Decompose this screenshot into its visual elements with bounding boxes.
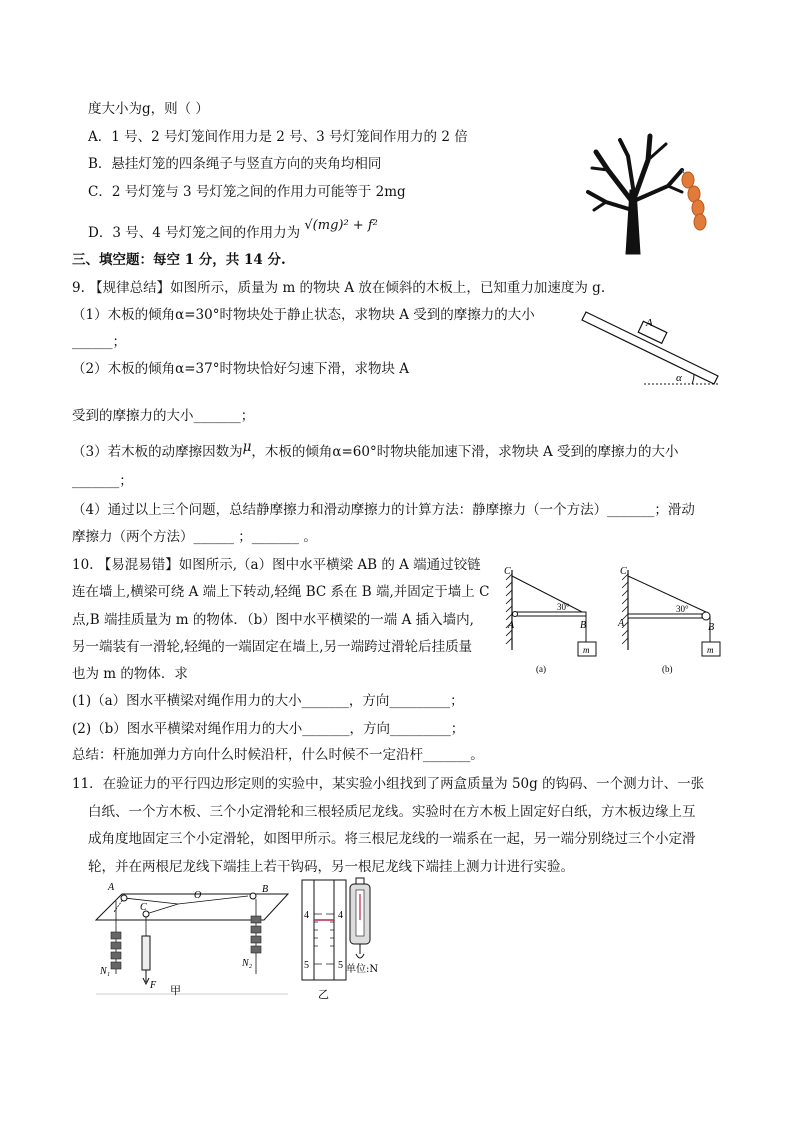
- q9-part4: （4）通过以上三个问题，总结静摩擦力和滑动摩擦力的计算方法：静摩擦力（一个方法）_______；滑动: [72, 502, 695, 518]
- q9-part3: [72, 439, 679, 461]
- q8-option-c: C．2 号灯笼与 3 号灯笼之间的作用力可能等于 2mg: [88, 184, 406, 200]
- q9-part3-text-a: （3）若木板的动摩擦因数为: [72, 444, 243, 460]
- pulley-b-icon: [250, 893, 256, 899]
- q9-intro-text: 9. 【规律总结】如图所示，质量为 m 的物块 A 放在倾斜的木板上，已知重力加速度为 g.: [72, 280, 606, 296]
- caption-jia: 甲: [170, 984, 181, 997]
- lantern-3-icon: [692, 200, 704, 216]
- fig-b-angle: 30°: [676, 604, 689, 614]
- unit-label: 单位:N: [346, 964, 379, 975]
- q10-line2: 连在墙上,横梁可绕 A 端上下转动,轻绳 BC 系在 B 端,并固定于墙上 C: [72, 584, 490, 600]
- experiment-figure: [88, 874, 388, 1002]
- lantern-1-icon: [682, 172, 694, 188]
- tree-lantern-figure: [578, 130, 720, 256]
- q8-option-d-formula: √(mg)² + f²: [304, 218, 378, 233]
- label-f: F: [150, 980, 157, 991]
- tick-4-right: 4: [338, 910, 343, 921]
- tick-4-left: 4: [304, 910, 309, 921]
- q9-part3-text-b: ，木板的倾角α=60°时物块能加速下滑，求物块 A 受到的摩擦力的大小: [251, 444, 679, 460]
- q8-stem-tail: 度大小为g，则（ ）: [88, 101, 209, 117]
- q10-summary: 总结：杆施加弹力方向什么时候沿杆，什么时候不一定沿杆_______。: [72, 747, 484, 763]
- lantern-4-icon: [694, 214, 706, 230]
- q11-line4: 轮，并在两根尼龙线下端挂上若干钩码，另一根尼龙线下端挂上测力计进行实验。: [88, 859, 574, 875]
- block-a-label: A: [646, 317, 653, 329]
- beam-figure-a: [504, 566, 596, 674]
- incline-figure: [578, 306, 724, 388]
- q9-part2: （2）木板的倾角α=37°时物块恰好匀速下滑，求物块 A: [72, 361, 409, 377]
- fig-b-point-b: B: [708, 622, 715, 633]
- label-n2: N₂: [242, 958, 253, 969]
- section-title: 三、填空题：每空 1 分，共 14 分.: [72, 252, 286, 268]
- tick-5-right: 5: [338, 960, 343, 971]
- fig-a-point-b: B: [580, 620, 587, 631]
- q8-option-d: [88, 218, 378, 243]
- q9-part1: （1）木板的倾角α=30°时物块处于静止状态，求物块 A 受到的摩擦力的大小: [72, 307, 535, 323]
- q8-option-a: A．1 号、2 号灯笼间作用力是 2 号、3 号灯笼间作用力的 2 倍: [88, 129, 468, 145]
- fig-b-point-a: A: [618, 618, 625, 629]
- label-c: C: [140, 902, 147, 913]
- fig-b-point-c: C: [620, 566, 627, 577]
- q9-mu-symbol: μ: [242, 439, 252, 455]
- tick-5-left: 5: [304, 960, 309, 971]
- q8-option-b: B．悬挂灯笼的四条绳子与竖直方向的夹角均相同: [88, 156, 382, 172]
- label-a: A: [108, 882, 115, 893]
- caption-yi: 乙: [318, 988, 329, 1001]
- label-b: B: [262, 884, 269, 895]
- q10-line3: 点,B 端挂质量为 m 的物体．（b）图中水平横梁的一端 A 插入墙内,: [72, 612, 474, 628]
- q9-part2-tail: 受到的摩擦力的大小_______；: [72, 408, 255, 424]
- q9-part3-blank: _______；: [72, 473, 133, 489]
- dynamometer-icon: [350, 878, 370, 958]
- fig-b-mass: m: [707, 645, 714, 655]
- angle-alpha-label: α: [676, 372, 682, 384]
- q10-line1: 10. 【易混易错】如图所示,（a）图中水平横梁 AB 的 A 端通过铰链: [72, 557, 481, 573]
- beam-figure-b: [617, 566, 720, 674]
- fig-a-caption: (a): [536, 664, 546, 674]
- q9-intro: [72, 279, 605, 297]
- label-o: O: [194, 890, 202, 901]
- q10-sub2: (2)（b）图水平横梁对绳作用力的大小_______，方向_________；: [72, 721, 465, 737]
- pulley-a-icon: [121, 895, 127, 901]
- label-n1: N₁: [100, 966, 111, 977]
- spring-scale-icon: [142, 936, 150, 970]
- fig-b-caption: (b): [662, 664, 673, 674]
- q10-line5: 也为 m 的物体．求: [72, 666, 188, 682]
- q11-line1: 11．在验证力的平行四边形定则的实验中，某实验小组找到了两盒质量为 50g 的钩码、一个测力计、一张: [72, 776, 705, 792]
- q11-line3: 成角度地固定三个小定滑轮，如图甲所示。将三根尼龙线的一端系在一起，另一端分别绕过三个小定滑: [88, 831, 696, 847]
- q9-part4-tail: 摩擦力（两个方法）______ ；_______ 。: [72, 529, 317, 545]
- q9-part1-blank: ______；: [72, 334, 126, 350]
- fig-a-angle: 30°: [557, 602, 570, 612]
- beam-figures: [500, 566, 724, 676]
- fig-a-point-c: C: [504, 566, 511, 577]
- scale-closeup: [302, 880, 346, 980]
- q8-option-d-text: D．3 号、4 号灯笼之间的作用力为: [88, 225, 301, 241]
- q10-sub1: (1)（a）图水平横梁对绳作用力的大小_______，方向_________；: [72, 693, 464, 709]
- fig-a-point-a: A: [508, 620, 515, 631]
- q11-line2: 白纸、一个方木板、三个小定滑轮和三根轻质尼龙线。实验时在方木板上固定好白纸，方木板边缘上互: [88, 804, 696, 820]
- fig-a-mass: m: [583, 645, 590, 655]
- q10-line4: 另一端装有一滑轮,轻绳的一端固定在墙上,另一端跨过滑轮后挂质量: [72, 639, 473, 655]
